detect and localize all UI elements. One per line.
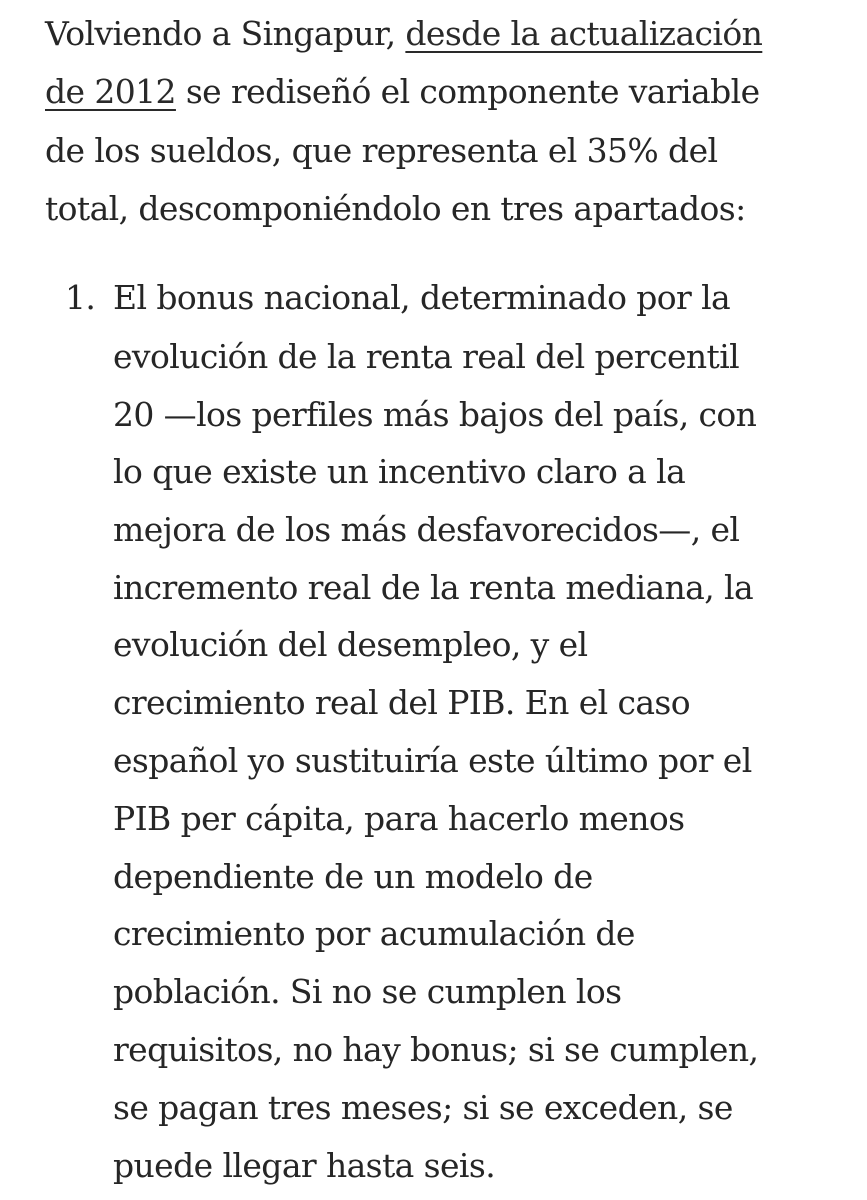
list-line: PIB per cápita, para hacerlo menos	[113, 799, 685, 838]
list-line: dependiente de un modelo de	[113, 857, 593, 896]
list-line: evolución del desempleo, y el	[113, 625, 588, 664]
list-line: población. Si no se cumplen los	[113, 972, 622, 1011]
paragraph-line-3: de los sueldos, que representa el 35% del	[45, 131, 718, 170]
list-line: evolución de la renta real del percentil	[113, 337, 740, 376]
list-line: mejora de los más desfavorecidos—, el	[113, 510, 740, 549]
list-line: crecimiento real del PIB. En el caso	[113, 683, 691, 722]
list-line: 20 —los perfiles más bajos del país, con	[113, 395, 757, 434]
paragraph-line-1	[45, 14, 762, 54]
update-2012-link[interactable]: desde la actualización	[405, 14, 763, 53]
paragraph-line-4: total, descomponiéndolo en tres apartados:	[45, 189, 746, 228]
list-line: requisitos, no hay bonus; si se cumplen,	[113, 1030, 759, 1069]
list-line: lo que existe un incentivo claro a la	[113, 452, 686, 491]
list-line: crecimiento por acumulación de	[113, 914, 635, 953]
list-line: incremento real de la renta mediana, la	[113, 568, 754, 607]
list-marker: 1.	[65, 278, 96, 317]
paragraph-text: se rediseñó el componente variable	[175, 72, 760, 111]
update-2012-link-continued[interactable]: de 2012	[45, 72, 176, 111]
paragraph-text: Volviendo a Singapur,	[45, 14, 406, 53]
list-line: español yo sustituiría este último por el	[113, 741, 752, 780]
paragraph-line-2	[45, 72, 760, 112]
list-line: El bonus nacional, determinado por la	[113, 278, 731, 317]
list-line: puede llegar hasta seis.	[113, 1146, 496, 1185]
list-line: se pagan tres meses; si se exceden, se	[113, 1088, 733, 1127]
